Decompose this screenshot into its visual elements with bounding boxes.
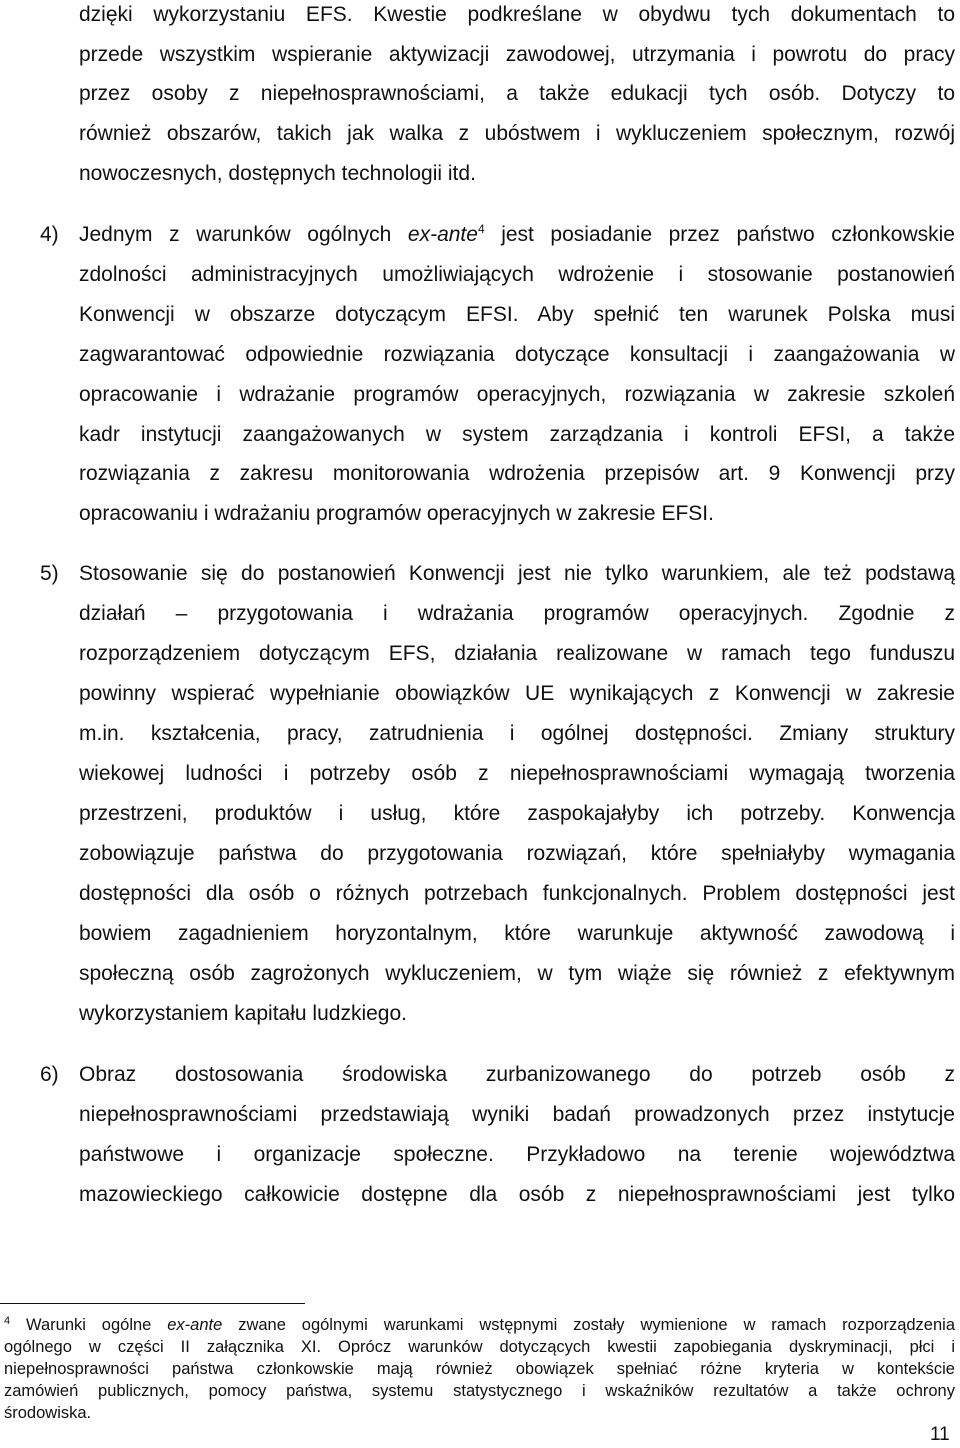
item4-line: Konwencji w obszarze dotyczącym EFSI. Aby spełnić ten warunek Polska musi	[79, 303, 955, 326]
item-number: 6)	[40, 1063, 59, 1086]
intro-line: dzięki wykorzystaniu EFS. Kwestie podkreślane w obydwu tych dokumentach to	[79, 3, 955, 26]
item5-line: wiekowej ludności i potrzeby osób z niepełnosprawnościami wymagają tworzenia	[79, 762, 955, 785]
page-number: 11	[930, 1424, 950, 1445]
item4-text: Jednym z warunków ogólnych	[79, 223, 408, 246]
item5-line: społeczną osób zagrożonych wykluczeniem, w tym wiąże się również z efektywnym	[79, 962, 955, 985]
footnote-line: środowiska.	[4, 1404, 92, 1422]
item5-line: zobowiązuje państwa do przygotowania rozwiązań, które spełniałyby wymagania	[79, 842, 955, 865]
item4-line: opracowaniu i wdrażaniu programów operacyjnych w zakresie EFSI.	[79, 502, 714, 525]
item5-line: wykorzystaniem kapitału ludzkiego.	[79, 1002, 407, 1025]
item6-line: Obraz dostosowania środowiska zurbanizowanego do potrzeb osób z	[79, 1063, 955, 1086]
footnote-separator	[0, 1303, 305, 1304]
item4-line: kadr instytucji zaangażowanych w system zarządzania i kontroli EFSI, a także	[79, 423, 955, 446]
item6-line: mazowieckiego całkowicie dostępne dla osób z niepełnosprawnościami jest tylko	[79, 1183, 955, 1206]
footnote-reference: 4	[477, 222, 485, 236]
footnote-marker: 4	[4, 1315, 11, 1327]
item-number: 5)	[40, 562, 59, 585]
intro-line: nowoczesnych, dostępnych technologii itd.	[79, 162, 476, 185]
footnote-line: ogólnego w części II załącznika XI. Oprócz warunków dotyczących kwestii zapobiegania dyskryminacji, płci i	[4, 1338, 955, 1356]
footnote-line: niepełnosprawności państwa członkowskie mają również obowiązek spełniać różne kryteria w kontekście	[4, 1360, 955, 1378]
footnote-text: zwane ogólnymi warunkami wstępnymi zostały wymienione w ramach rozporządzenia	[222, 1316, 955, 1334]
footnote-italic-term: ex-ante	[167, 1316, 223, 1334]
footnote-line: zamówień publicznych, pomocy państwa, systemu statystycznego i wskaźników rezultatów a także ochrony	[4, 1382, 955, 1400]
item4-line: rozwiązania z zakresu monitorowania wdrożenia przepisów art. 9 Konwencji przy	[79, 462, 955, 485]
item4-text: jest posiadanie przez państwo członkowskie	[484, 223, 955, 246]
item4-first-line	[79, 222, 955, 248]
item5-line: przestrzeni, produktów i usług, które zaspokajałyby ich potrzeby. Konwencja	[79, 802, 955, 825]
item-number: 4)	[40, 223, 59, 246]
item4-line: opracowanie i wdrażanie programów operacyjnych, rozwiązania w zakresie szkoleń	[79, 383, 955, 406]
item4-line: zdolności administracyjnych umożliwiających wdrożenie i stosowanie postanowień	[79, 263, 955, 286]
footnote-first-line	[4, 1315, 955, 1335]
intro-line: przez osoby z niepełnosprawnościami, a także edukacji tych osób. Dotyczy to	[79, 82, 955, 105]
item5-line: dostępności dla osób o różnych potrzebach funkcjonalnych. Problem dostępności jest	[79, 882, 955, 905]
item4-italic-term: ex-ante	[407, 223, 478, 246]
item5-line: rozporządzeniem dotyczącym EFS, działania realizowane w ramach tego funduszu	[79, 642, 955, 665]
item6-line: niepełnosprawnościami przedstawiają wyniki badań prowadzonych przez instytucje	[79, 1103, 955, 1126]
item5-line: działań – przygotowania i wdrażania programów operacyjnych. Zgodnie z	[79, 602, 955, 625]
intro-line: przede wszystkim wspieranie aktywizacji zawodowej, utrzymania i powrotu do pracy	[79, 43, 955, 66]
item6-line: państwowe i organizacje społeczne. Przykładowo na terenie województwa	[79, 1143, 955, 1166]
item5-line: m.in. kształcenia, pracy, zatrudnienia i ogólnej dostępności. Zmiany struktury	[79, 722, 955, 745]
footnote-text: Warunki ogólne	[10, 1316, 168, 1334]
item4-line: zagwarantować odpowiednie rozwiązania dotyczące konsultacji i zaangażowania w	[79, 343, 955, 366]
item5-line: Stosowanie się do postanowień Konwencji jest nie tylko warunkiem, ale też podstawą	[79, 562, 955, 585]
item5-line: powinny wspierać wypełnianie obowiązków UE wynikających z Konwencji w zakresie	[79, 682, 955, 705]
intro-line: również obszarów, takich jak walka z ubóstwem i wykluczeniem społecznym, rozwój	[79, 122, 955, 145]
item5-line: bowiem zagadnieniem horyzontalnym, które warunkuje aktywność zawodową i	[79, 922, 955, 945]
